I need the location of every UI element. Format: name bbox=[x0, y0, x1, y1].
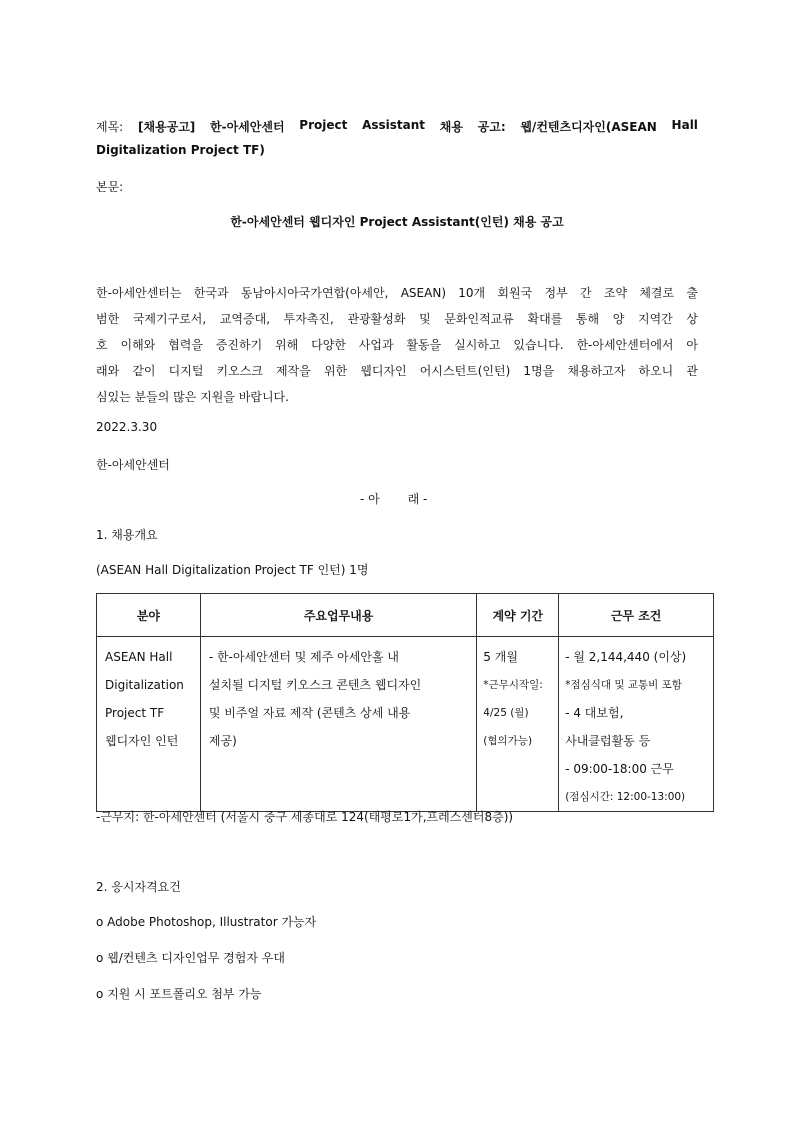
list-item: o 지원 시 포트폴리오 첨부 가능 bbox=[96, 987, 262, 1001]
period-line: *근무시작일: bbox=[483, 679, 543, 691]
conditions-line: (점심시간: 12:00-13:00) bbox=[565, 791, 686, 803]
conditions-line: - 09:00-18:00 근무 bbox=[565, 762, 674, 776]
notice-right: 래 - bbox=[407, 492, 428, 506]
section1-subtitle: (ASEAN Hall Digitalization Project TF 인턴) 1명 bbox=[96, 563, 369, 577]
intro-line: 호 이해와 협력을 증진하기 위해 다양한 사업과 활동을 실시하고 있습니다. 한-아세안센터에서 아 bbox=[96, 338, 698, 352]
title-word: 공고: bbox=[477, 120, 506, 134]
intro-line: 한-아세안센터는 한국과 동남아시아국가연합(아세안, ASEAN) 10개 회원국 정부 간 조약 체결로 출 bbox=[96, 286, 698, 300]
title-line-1 bbox=[96, 118, 698, 135]
title-word: 한-아세안센터 bbox=[210, 120, 285, 134]
header-duties: 주요업무내용 bbox=[200, 594, 476, 637]
conditions-line: 사내클럽활동 등 bbox=[565, 734, 651, 748]
table-header-row bbox=[97, 594, 714, 637]
title-word: Hall bbox=[671, 118, 698, 132]
cell-duties bbox=[200, 637, 476, 812]
title-word: 웹/컨텐츠디자인(ASEAN bbox=[520, 120, 657, 134]
cell-period bbox=[477, 637, 559, 812]
list-item: o Adobe Photoshop, Illustrator 가능자 bbox=[96, 915, 317, 929]
header-field: 분야 bbox=[97, 594, 201, 637]
title-line-2: Digitalization Project TF) bbox=[96, 143, 265, 157]
period-line: 4/25 (월) bbox=[483, 707, 529, 719]
field-line: Digitalization bbox=[105, 678, 184, 692]
body-label: 본문: bbox=[96, 180, 124, 194]
intro-paragraph bbox=[96, 284, 698, 405]
conditions-line: *점심식대 및 교통비 포함 bbox=[565, 679, 682, 691]
organization: 한-아세안센터 bbox=[96, 458, 170, 472]
duties-line: 제공) bbox=[208, 734, 237, 748]
title-word: Assistant bbox=[362, 118, 426, 132]
notice-divider bbox=[360, 490, 427, 507]
header-period: 계약 기간 bbox=[477, 594, 559, 637]
title-prefix: 제목: bbox=[96, 120, 124, 134]
title-word: 채용 bbox=[439, 120, 463, 134]
notice-left: - 아 bbox=[360, 492, 380, 506]
period-line: 5 개월 bbox=[483, 650, 518, 664]
field-line: Project TF bbox=[105, 706, 165, 720]
cell-field bbox=[97, 637, 201, 812]
recruitment-table bbox=[96, 593, 714, 812]
cell-conditions bbox=[559, 637, 714, 812]
conditions-line: - 월 2,144,440 (이상) bbox=[565, 650, 687, 664]
duties-line: - 한-아세안센터 및 제주 아세안홀 내 bbox=[208, 650, 399, 664]
title bbox=[96, 118, 698, 157]
conditions-line: - 4 대보험, bbox=[565, 706, 624, 720]
date: 2022.3.30 bbox=[96, 420, 158, 434]
title-word: Project bbox=[299, 118, 348, 132]
work-location: -근무지: 한-아세안센터 (서울시 중구 세종대로 124(태평로1가,프레스센터8층)) bbox=[96, 810, 514, 824]
duties-line: 설치될 디지털 키오스크 콘텐츠 웹디자인 bbox=[208, 678, 422, 692]
intro-line: 래와 같이 디지털 키오스크 제작을 위한 웹디자인 어시스턴트(인턴) 1명을 채용하고자 하오니 관 bbox=[96, 364, 698, 378]
header-conditions: 근무 조건 bbox=[559, 594, 714, 637]
field-line: ASEAN Hall bbox=[105, 650, 173, 664]
table-row bbox=[97, 637, 714, 812]
field-line: 웹디자인 인턴 bbox=[105, 734, 179, 748]
intro-line: 범한 국제기구로서, 교역증대, 투자촉진, 관광활성화 및 문화인적교류 확대를 통해 양 지역간 상 bbox=[96, 312, 698, 326]
section1-heading: 1. 채용개요 bbox=[96, 528, 158, 542]
title-word: [채용공고] bbox=[137, 120, 196, 134]
period-line: (협의가능) bbox=[483, 735, 533, 747]
duties-line: 및 비주얼 자료 제작 (콘텐츠 상세 내용 bbox=[208, 706, 411, 720]
list-item: o 웹/컨텐츠 디자인업무 경험자 우대 bbox=[96, 951, 285, 965]
intro-line-last: 심있는 분들의 많은 지원을 바랍니다. bbox=[96, 390, 289, 404]
page-heading: 한-아세안센터 웹디자인 Project Assistant(인턴) 채용 공고 bbox=[230, 215, 564, 229]
section2-heading: 2. 응시자격요건 bbox=[96, 880, 181, 894]
